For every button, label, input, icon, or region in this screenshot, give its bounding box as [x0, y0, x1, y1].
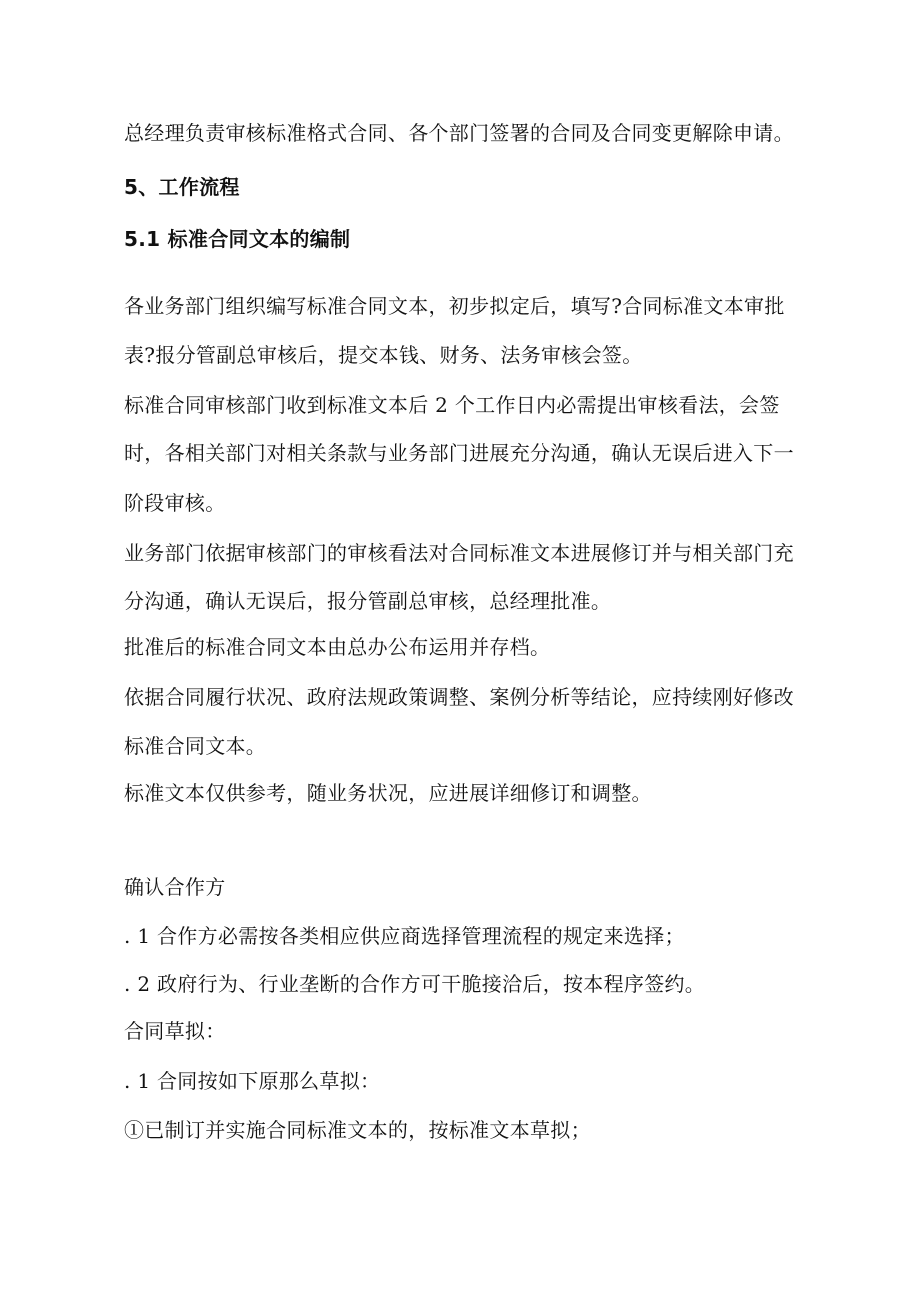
confirm-partner-title: 确认合作方 — [124, 875, 226, 899]
list-item: ①已制订并实施合同标准文本的，按标准文本草拟； — [124, 1118, 591, 1142]
paragraph-line: 依据合同履行状况、政府法规政策调整、案例分析等结论，应持续刚好修改 — [124, 685, 794, 709]
paragraph-line: 标准合同文本。 — [124, 734, 267, 758]
paragraph-line: 业务部门依据审核部门的审核看法对合同标准文本进展修订并与相关部门充 — [124, 541, 794, 565]
list-item: . 1 合作方必需按各类相应供应商选择管理流程的规定来选择； — [124, 924, 685, 948]
contract-draft-title: 合同草拟： — [124, 1019, 226, 1043]
paragraph-line: 标准合同审核部门收到标准文本后 2 个工作日内必需提出审核看法，会签 — [124, 393, 780, 417]
paragraph-line: 批准后的标准合同文本由总办公布运用并存档。 — [124, 635, 551, 659]
paragraph-line: 时，各相关部门对相关条款与业务部门进展充分沟通，确认无误后进入下一 — [124, 441, 794, 465]
list-item: . 2 政府行为、行业垄断的合作方可干脆接洽后，按本程序签约。 — [124, 972, 706, 996]
paragraph-line: 表?报分管副总审核后，提交本钱、财务、法务审核会签。 — [124, 343, 643, 367]
subsection-heading: 5.1 标准合同文本的编制 — [124, 227, 351, 251]
paragraph-line: 标准文本仅供参考，随业务状况，应进展详细修订和调整。 — [124, 781, 652, 805]
paragraph-line: 阶段审核。 — [124, 491, 226, 515]
list-item: . 1 合同按如下原那么草拟： — [124, 1069, 381, 1093]
paragraph-line: 分沟通，确认无误后，报分管副总审核，总经理批准。 — [124, 589, 612, 613]
section-heading: 5、工作流程 — [124, 175, 240, 199]
paragraph-line: 各业务部门组织编写标准合同文本，初步拟定后，填写?合同标准文本审批 — [124, 294, 785, 318]
intro-line: 总经理负责审核标准格式合同、各个部门签署的合同及合同变更解除申请。 — [124, 121, 794, 145]
